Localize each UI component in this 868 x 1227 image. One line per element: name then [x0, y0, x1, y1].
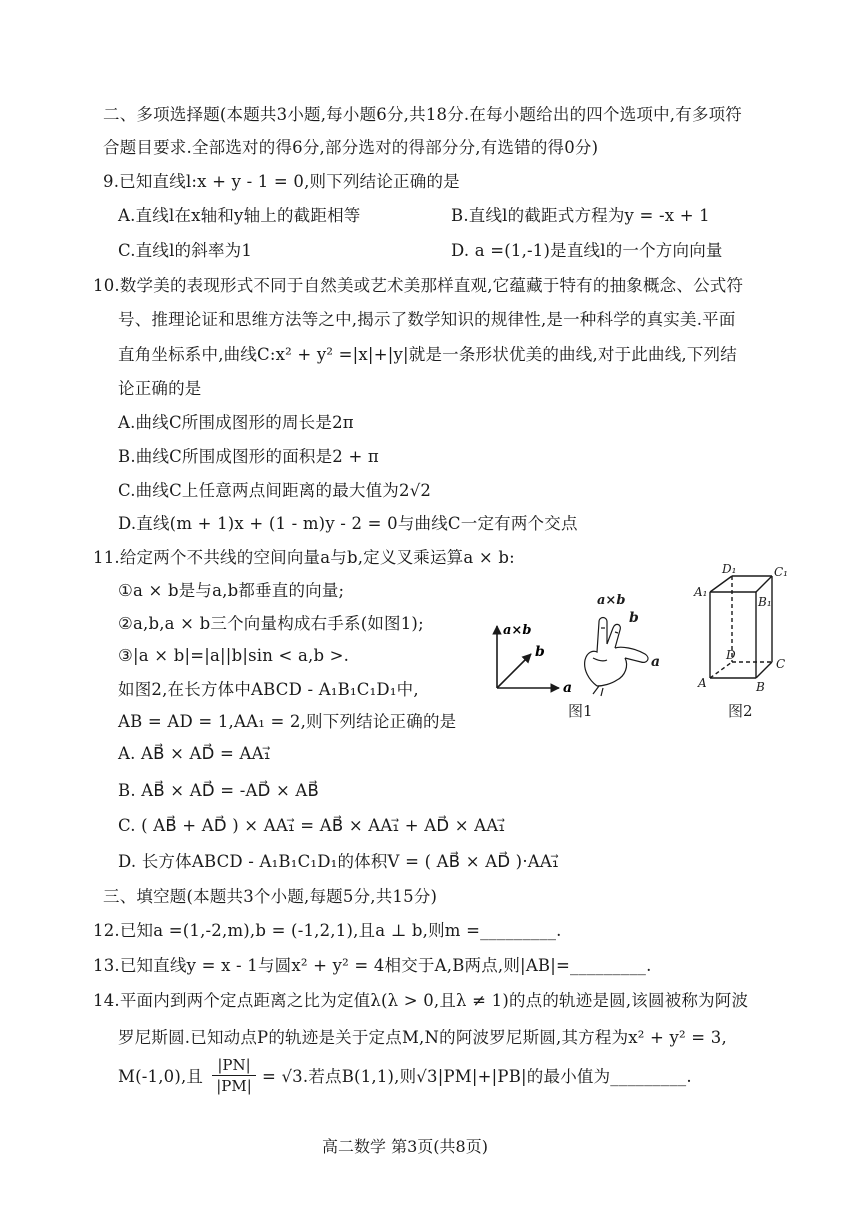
- fig2-label-a1: A₁: [694, 585, 708, 599]
- right-hand-icon: [585, 593, 660, 696]
- fig1-axis-b-label: b: [535, 644, 545, 660]
- fig2-label-b1: B₁: [758, 595, 772, 609]
- q11-option-d: D. 长方体ABCD - A₁B₁C₁D₁的体积V = ( AB⃗ × AD⃗ )·AA₁⃗: [118, 852, 559, 871]
- fig1-axis-a-label: a: [563, 680, 573, 696]
- q14-fraction: [212, 1055, 256, 1096]
- fig2-label-c1: C₁: [774, 565, 788, 579]
- q14-fraction-numerator: |PN|: [212, 1055, 256, 1076]
- q12-text: 12.已知a =(1,-2,m),b = (-1,2,1),且a ⊥ b,则m =_________.: [93, 921, 562, 940]
- q14-line2: 罗尼斯圆.已知动点P的轨迹是关于定点M,N的阿波罗尼斯圆,其方程为x² + y² = 3,: [118, 1028, 727, 1047]
- section3-heading: 三、填空题(本题共3个小题,每题5分,共15分): [103, 887, 438, 906]
- q10-stem-line1: 10.数学美的表现形式不同于自然美或艺术美那样直观,它蕴藏于特有的抽象概念、公式符: [93, 276, 744, 295]
- q10-option-a: A.曲线C所围成图形的周长是2π: [118, 413, 354, 432]
- q11-condition2: AB = AD = 1,AA₁ = 2,则下列结论正确的是: [118, 712, 457, 731]
- q9-stem: 9.已知直线l:x + y - 1 = 0,则下列结论正确的是: [103, 172, 460, 191]
- q10-stem-line2: 号、推理论证和思维方法等之中,揭示了数学知识的规律性,是一种科学的真实美.平面: [118, 310, 736, 329]
- figure1-right-hand-rule: [485, 588, 675, 698]
- fig2-label-d1: D₁: [722, 562, 737, 576]
- q11-option-c: C. ( AB⃗ + AD⃗ ) × AA₁⃗ = AB⃗ × AA₁⃗ + AD⃗ × AA₁⃗: [118, 816, 506, 835]
- q11-stem: 11.给定两个不共线的空间向量a与b,定义叉乘运算a × b:: [93, 548, 515, 567]
- q13-text: 13.已知直线y = x - 1与圆x² + y² = 4相交于A,B两点,则|AB|=_________.: [93, 956, 652, 975]
- section2-heading-line1: 二、多项选择题(本题共3小题,每小题6分,共18分.在每小题给出的四个选项中,有多项符: [103, 105, 743, 124]
- q10-stem-line4: 论正确的是: [118, 379, 202, 398]
- fig1-hand-b-label: b: [629, 610, 639, 626]
- page-footer: 高二数学 第3页(共8页): [322, 1137, 488, 1156]
- vector-axes: [497, 623, 572, 696]
- q10-option-d: D.直线(m + 1)x + (1 - m)y - 2 = 0与曲线C一定有两个交点: [118, 514, 578, 533]
- q10-stem-line3: 直角坐标系中,曲线C:x² + y² =|x|+|y|就是一条形状优美的曲线,对于此曲线,下列结: [118, 345, 737, 364]
- q11-option-b: B. AB⃗ × AD⃗ = -AD⃗ × AB⃗: [118, 781, 320, 800]
- fig1-hand-axb-label: a×b: [597, 593, 626, 608]
- q14-line3-prefix: M(-1,0),且: [118, 1067, 204, 1086]
- section2-heading-line2: 合题目要求.全部选对的得6分,部分选对的得部分分,有选错的得0分): [103, 138, 599, 157]
- q9-option-c: C.直线l的斜率为1: [118, 241, 253, 260]
- q14-line3-suffix: = √3.若点B(1,1),则√3|PM|+|PB|的最小值为_________.: [262, 1067, 692, 1086]
- q9-option-d: D. a =(1,-1)是直线l的一个方向向量: [451, 241, 723, 260]
- q14-fraction-denominator: |PM|: [216, 1077, 252, 1095]
- fig1-hand-a-label: a: [651, 654, 661, 670]
- q14-line1: 14.平面内到两个定点距离之比为定值λ(λ > 0,且λ ≠ 1)的点的轨迹是圆,该圆被称为阿波: [93, 991, 749, 1010]
- q9-option-a: A.直线l在x轴和y轴上的截距相等: [118, 206, 361, 225]
- fig2-label-b: B: [756, 680, 765, 694]
- fig1-axis-axb-label: a×b: [503, 623, 532, 638]
- q10-option-b: B.曲线C所围成图形的面积是2 + π: [118, 447, 379, 466]
- q11-option-a: A. AB⃗ × AD⃗ = AA₁⃗: [118, 744, 271, 763]
- figure2-caption: 图2: [728, 702, 753, 720]
- q11-def2: ②a,b,a × b三个向量构成右手系(如图1);: [118, 614, 424, 633]
- figure2-cuboid: [690, 562, 800, 697]
- q11-def3: ③|a × b|=|a||b|sin < a,b >.: [118, 646, 350, 665]
- q11-condition1: 如图2,在长方体中ABCD - A₁B₁C₁D₁中,: [118, 680, 419, 699]
- q11-def1: ①a × b是与a,b都垂直的向量;: [118, 581, 345, 600]
- figure1-caption: 图1: [568, 702, 593, 720]
- fig2-label-d: D: [726, 648, 736, 662]
- q9-option-b: B.直线l的截距式方程为y = -x + 1: [451, 206, 710, 225]
- q10-option-c: C.曲线C上任意两点间距离的最大值为2√2: [118, 481, 432, 500]
- fig2-label-c: C: [776, 657, 786, 671]
- fig2-label-a: A: [698, 676, 707, 690]
